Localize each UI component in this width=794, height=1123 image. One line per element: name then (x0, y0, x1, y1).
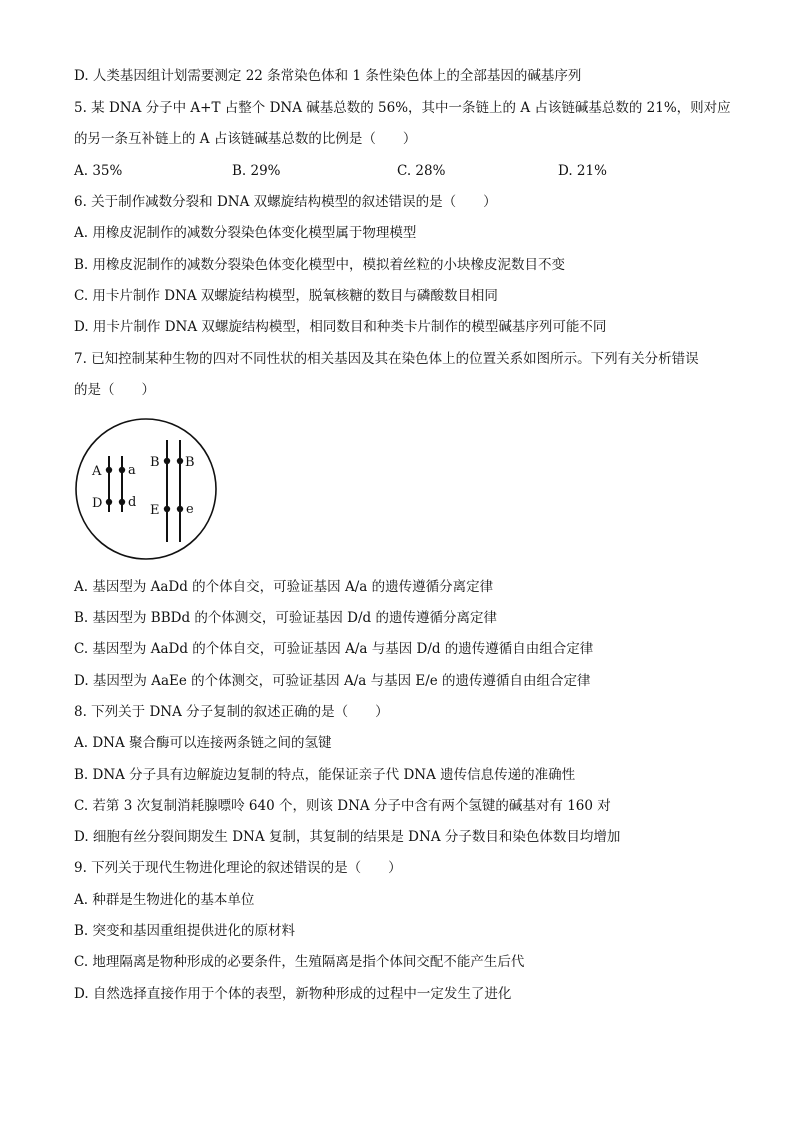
q6-stem: 6. 关于制作减数分裂和 DNA 双螺旋结构模型的叙述错误的是（ ） (74, 194, 497, 210)
q8-stem: 8. 下列关于 DNA 分子复制的叙述正确的是（ ） (74, 704, 389, 720)
q8-option-b: B. DNA 分子具有边解旋边复制的特点，能保证亲子代 DNA 遗传信息传递的准确性 (74, 767, 576, 783)
q7-stem-line1: 7. 已知控制某种生物的四对不同性状的相关基因及其在染色体上的位置关系如图所示。下列有关分析错误 (74, 351, 699, 367)
gene-label-a-lower: a (128, 463, 136, 478)
locus-dot (119, 467, 125, 473)
q5-stem-line1: 5. 某 DNA 分子中 A+T 占整个 DNA 碱基总数的 56%，其中一条链上的 A 占该链碱基总数的 21%，则对应 (74, 100, 731, 116)
chromosome-diagram (74, 418, 220, 560)
gene-label-d-lower: d (128, 495, 137, 510)
gene-label-d-upper: D (92, 496, 103, 511)
gene-label-a-upper: A (92, 464, 102, 479)
locus-dot (177, 506, 183, 512)
cell-outline (76, 419, 216, 559)
gene-label-e-upper: E (150, 503, 160, 518)
locus-dot (164, 458, 170, 464)
q7-option-a: A. 基因型为 AaDd 的个体自交，可验证基因 A/a 的遗传遵循分离定律 (74, 579, 494, 595)
q9-option-c: C. 地理隔离是物种形成的必要条件，生殖隔离是指个体间交配不能产生后代 (74, 954, 525, 970)
q8-option-d: D. 细胞有丝分裂间期发生 DNA 复制，其复制的结果是 DNA 分子数目和染色体数目均增加 (74, 829, 621, 845)
locus-dot (106, 499, 112, 505)
q8-option-c: C. 若第 3 次复制消耗腺嘌呤 640 个，则该 DNA 分子中含有两个氢键的碱基对有 160 对 (74, 798, 611, 814)
q9-option-b: B. 突变和基因重组提供进化的原材料 (74, 923, 296, 939)
q5-option-d: D. 21% (558, 163, 607, 179)
q9-option-a: A. 种群是生物进化的基本单位 (74, 892, 255, 908)
gene-label-e-lower: e (186, 502, 194, 517)
q8-option-a: A. DNA 聚合酶可以连接两条链之间的氢键 (74, 735, 332, 751)
locus-dot (164, 506, 170, 512)
q5-option-c: C. 28% (397, 163, 446, 179)
locus-dot (177, 458, 183, 464)
gene-label-b-right: B (185, 455, 195, 470)
q7-option-d: D. 基因型为 AaEe 的个体测交，可验证基因 A/a 与基因 E/e 的遗传遵循自由组合定律 (74, 673, 591, 689)
q6-option-c: C. 用卡片制作 DNA 双螺旋结构模型，脱氧核糖的数目与磷酸数目相同 (74, 288, 498, 304)
locus-dot (106, 467, 112, 473)
q5-option-a: A. 35% (74, 163, 123, 179)
q5-option-b: B. 29% (232, 163, 281, 179)
locus-dot (119, 499, 125, 505)
gene-label-b-left: B (150, 455, 160, 470)
q4-option-d: D. 人类基因组计划需要测定 22 条常染色体和 1 条性染色体上的全部基因的碱基序列 (74, 68, 582, 84)
q5-stem-line2: 的另一条互补链上的 A 占该链碱基总数的比例是（ ） (74, 131, 417, 147)
q6-option-a: A. 用橡皮泥制作的减数分裂染色体变化模型属于物理模型 (74, 225, 417, 241)
q6-option-d: D. 用卡片制作 DNA 双螺旋结构模型，相同数目和种类卡片制作的模型碱基序列可能不同 (74, 319, 607, 335)
q6-option-b: B. 用橡皮泥制作的减数分裂染色体变化模型中，模拟着丝粒的小块橡皮泥数目不变 (74, 257, 566, 273)
q7-option-c: C. 基因型为 AaDd 的个体自交，可验证基因 A/a 与基因 D/d 的遗传遵循自由组合定律 (74, 641, 594, 657)
q9-stem: 9. 下列关于现代生物进化理论的叙述错误的是（ ） (74, 860, 402, 876)
q7-stem-line2: 的是（ ） (74, 382, 155, 398)
q9-option-d: D. 自然选择直接作用于个体的表型，新物种形成的过程中一定发生了进化 (74, 986, 512, 1002)
q7-option-b: B. 基因型为 BBDd 的个体测交，可验证基因 D/d 的遗传遵循分离定律 (74, 610, 497, 626)
